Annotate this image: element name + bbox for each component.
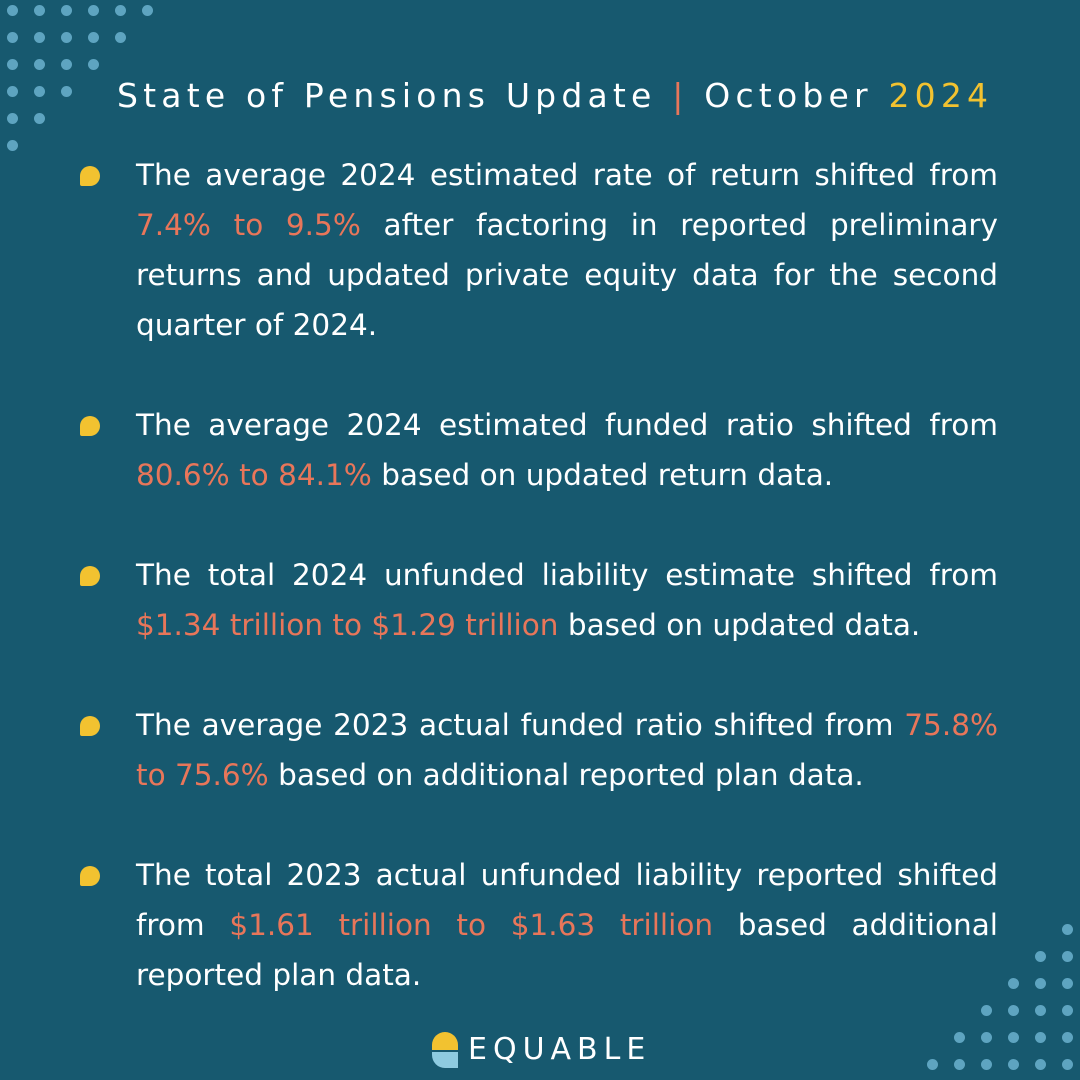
decorative-dot xyxy=(7,140,18,151)
decorative-dot xyxy=(954,1032,965,1043)
decorative-dot xyxy=(1062,1059,1073,1070)
decorative-dot xyxy=(7,113,18,124)
list-item xyxy=(136,850,998,1000)
list-item xyxy=(136,550,998,650)
decorative-dot xyxy=(927,1059,938,1070)
list-item-text xyxy=(136,700,998,800)
bullet-icon xyxy=(80,566,100,586)
list-item-text xyxy=(136,400,998,500)
list-item-text-after: based on additional reported plan data. xyxy=(268,758,864,792)
list-item-highlight: 75.8% to 75.6% xyxy=(136,708,998,792)
decorative-dot xyxy=(1062,1032,1073,1043)
list-item xyxy=(136,700,998,800)
decorative-dot xyxy=(1035,1005,1046,1016)
decorative-dot xyxy=(7,59,18,70)
decorative-dot xyxy=(115,32,126,43)
list-item-text-before: The average 2023 actual funded ratio shifted from xyxy=(136,708,905,742)
decorative-dot xyxy=(88,5,99,16)
decorative-dot xyxy=(115,5,126,16)
decorative-dot xyxy=(981,1059,992,1070)
title-separator: | xyxy=(672,76,689,115)
decorative-dot xyxy=(7,5,18,16)
title-year: 2024 xyxy=(888,76,994,115)
list-item-text xyxy=(136,850,998,1000)
logo-text: EQUABLE xyxy=(468,1032,652,1067)
decorative-dot xyxy=(1035,978,1046,989)
list-item xyxy=(136,400,998,500)
decorative-dot xyxy=(1062,951,1073,962)
decorative-dot xyxy=(1008,1059,1019,1070)
decorative-dot xyxy=(954,1059,965,1070)
title-month: October xyxy=(704,76,873,115)
decorative-dot xyxy=(1035,1059,1046,1070)
list-item-highlight: 7.4% to 9.5% xyxy=(136,208,361,242)
decorative-dot xyxy=(7,86,18,97)
decorative-dot xyxy=(34,59,45,70)
page-title xyxy=(117,76,1017,115)
decorative-dot xyxy=(61,86,72,97)
decorative-dot xyxy=(142,5,153,16)
title-text: State of Pensions Update xyxy=(117,76,657,115)
list-item-text xyxy=(136,150,998,350)
list-item-text-before: The average 2024 estimated funded ratio shifted from xyxy=(136,408,998,442)
decorative-dot xyxy=(1035,1032,1046,1043)
decorative-dot xyxy=(34,86,45,97)
decorative-dot xyxy=(981,1005,992,1016)
decorative-dot xyxy=(88,59,99,70)
decorative-dot xyxy=(1035,951,1046,962)
decorative-dot xyxy=(61,59,72,70)
decorative-dot xyxy=(1008,978,1019,989)
decorative-dot xyxy=(7,32,18,43)
bullet-icon xyxy=(80,416,100,436)
list-item-text-after: based on updated data. xyxy=(558,608,921,642)
list-item-text-before: The total 2024 unfunded liability estimate shifted from xyxy=(136,558,998,592)
decorative-dot xyxy=(34,32,45,43)
decorative-dot xyxy=(88,32,99,43)
list-item-text-before: The average 2024 estimated rate of return shifted from xyxy=(136,158,998,192)
list-item-highlight: $1.61 trillion to $1.63 trillion xyxy=(229,908,714,942)
bullet-icon xyxy=(80,716,100,736)
decorative-dot xyxy=(34,113,45,124)
bullet-icon xyxy=(80,866,100,886)
list-item-highlight: $1.34 trillion to $1.29 trillion xyxy=(136,608,559,642)
list-item-text xyxy=(136,550,998,650)
list-item-text-after: based additional reported plan data. xyxy=(136,908,999,992)
decorative-dot xyxy=(1062,924,1073,935)
list-item xyxy=(136,150,998,350)
decorative-dot xyxy=(61,5,72,16)
decorative-dot xyxy=(1062,1005,1073,1016)
decorative-dot xyxy=(34,5,45,16)
decorative-dot xyxy=(1008,1032,1019,1043)
decorative-dot xyxy=(61,32,72,43)
list-item-highlight: 80.6% to 84.1% xyxy=(136,458,372,492)
decorative-dot xyxy=(1008,1005,1019,1016)
bullet-icon xyxy=(80,166,100,186)
decorative-dot xyxy=(981,1032,992,1043)
equable-logo-icon xyxy=(430,1030,460,1070)
list-item-text-after: based on updated return data. xyxy=(371,458,834,492)
decorative-dot xyxy=(1062,978,1073,989)
list-item-text-after: after factoring in reported preliminary returns and updated private equity data for the second quarter of 2024. xyxy=(136,208,998,342)
list-item-text-before: The total 2023 actual unfunded liability reported shifted from xyxy=(136,858,998,942)
